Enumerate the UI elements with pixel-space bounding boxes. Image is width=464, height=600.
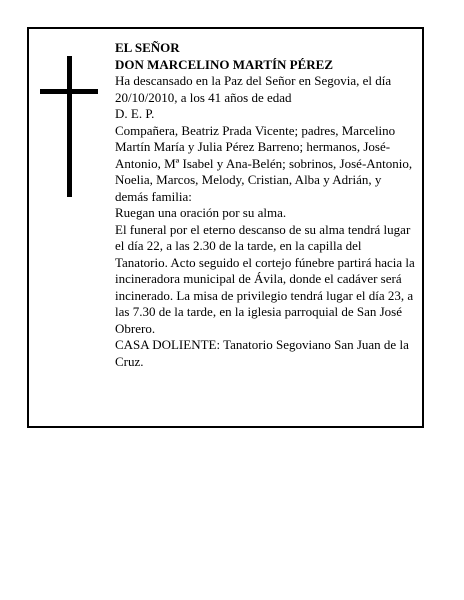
deceased-name: DON MARCELINO MARTÍN PÉREZ	[115, 56, 334, 72]
obituary-text	[115, 40, 417, 370]
prayer-request: Ruegan una oración por su alma.	[115, 205, 287, 220]
mourning-house: CASA DOLIENTE: Tanatorio Segoviano San Juan de la Cruz.	[115, 337, 409, 369]
cross-horizontal-bar	[40, 89, 98, 94]
death-announcement: Ha descansado en la Paz del Señor en Segovia, el día 20/10/2010, a los 41 años de edad	[115, 73, 392, 105]
rip-line: D. E. P.	[115, 106, 155, 121]
heading-title: EL SEÑOR	[115, 40, 180, 55]
funeral-details: El funeral por el eterno descanso de su alma tendrá lugar el día 22, a las 2.30 de la tarde, en la capilla del Tanatorio. Acto seguido el cortejo fúnebre partirá hacia la incineradora municipal de Ávila, donde el cadáver será incinerado. La misa de privilegio tendrá lugar el día 23, a las 7.30 de la tarde, en la iglesia parroquial de San José Obrero.	[115, 221, 415, 336]
obituary-notice	[27, 27, 424, 428]
family-list: Compañera, Beatriz Prada Vicente; padres, Marcelino Martín María y Julia Pérez Barreno; hermanos, José-Antonio, Mª Isabel y Ana-Belén; sobrinos, José-Antonio, Noelia, Marcos, Melody, Cristian, Alba y Adrián, y demás familia:	[115, 122, 413, 204]
cross-icon	[40, 56, 98, 197]
cross-vertical-bar	[67, 56, 72, 197]
